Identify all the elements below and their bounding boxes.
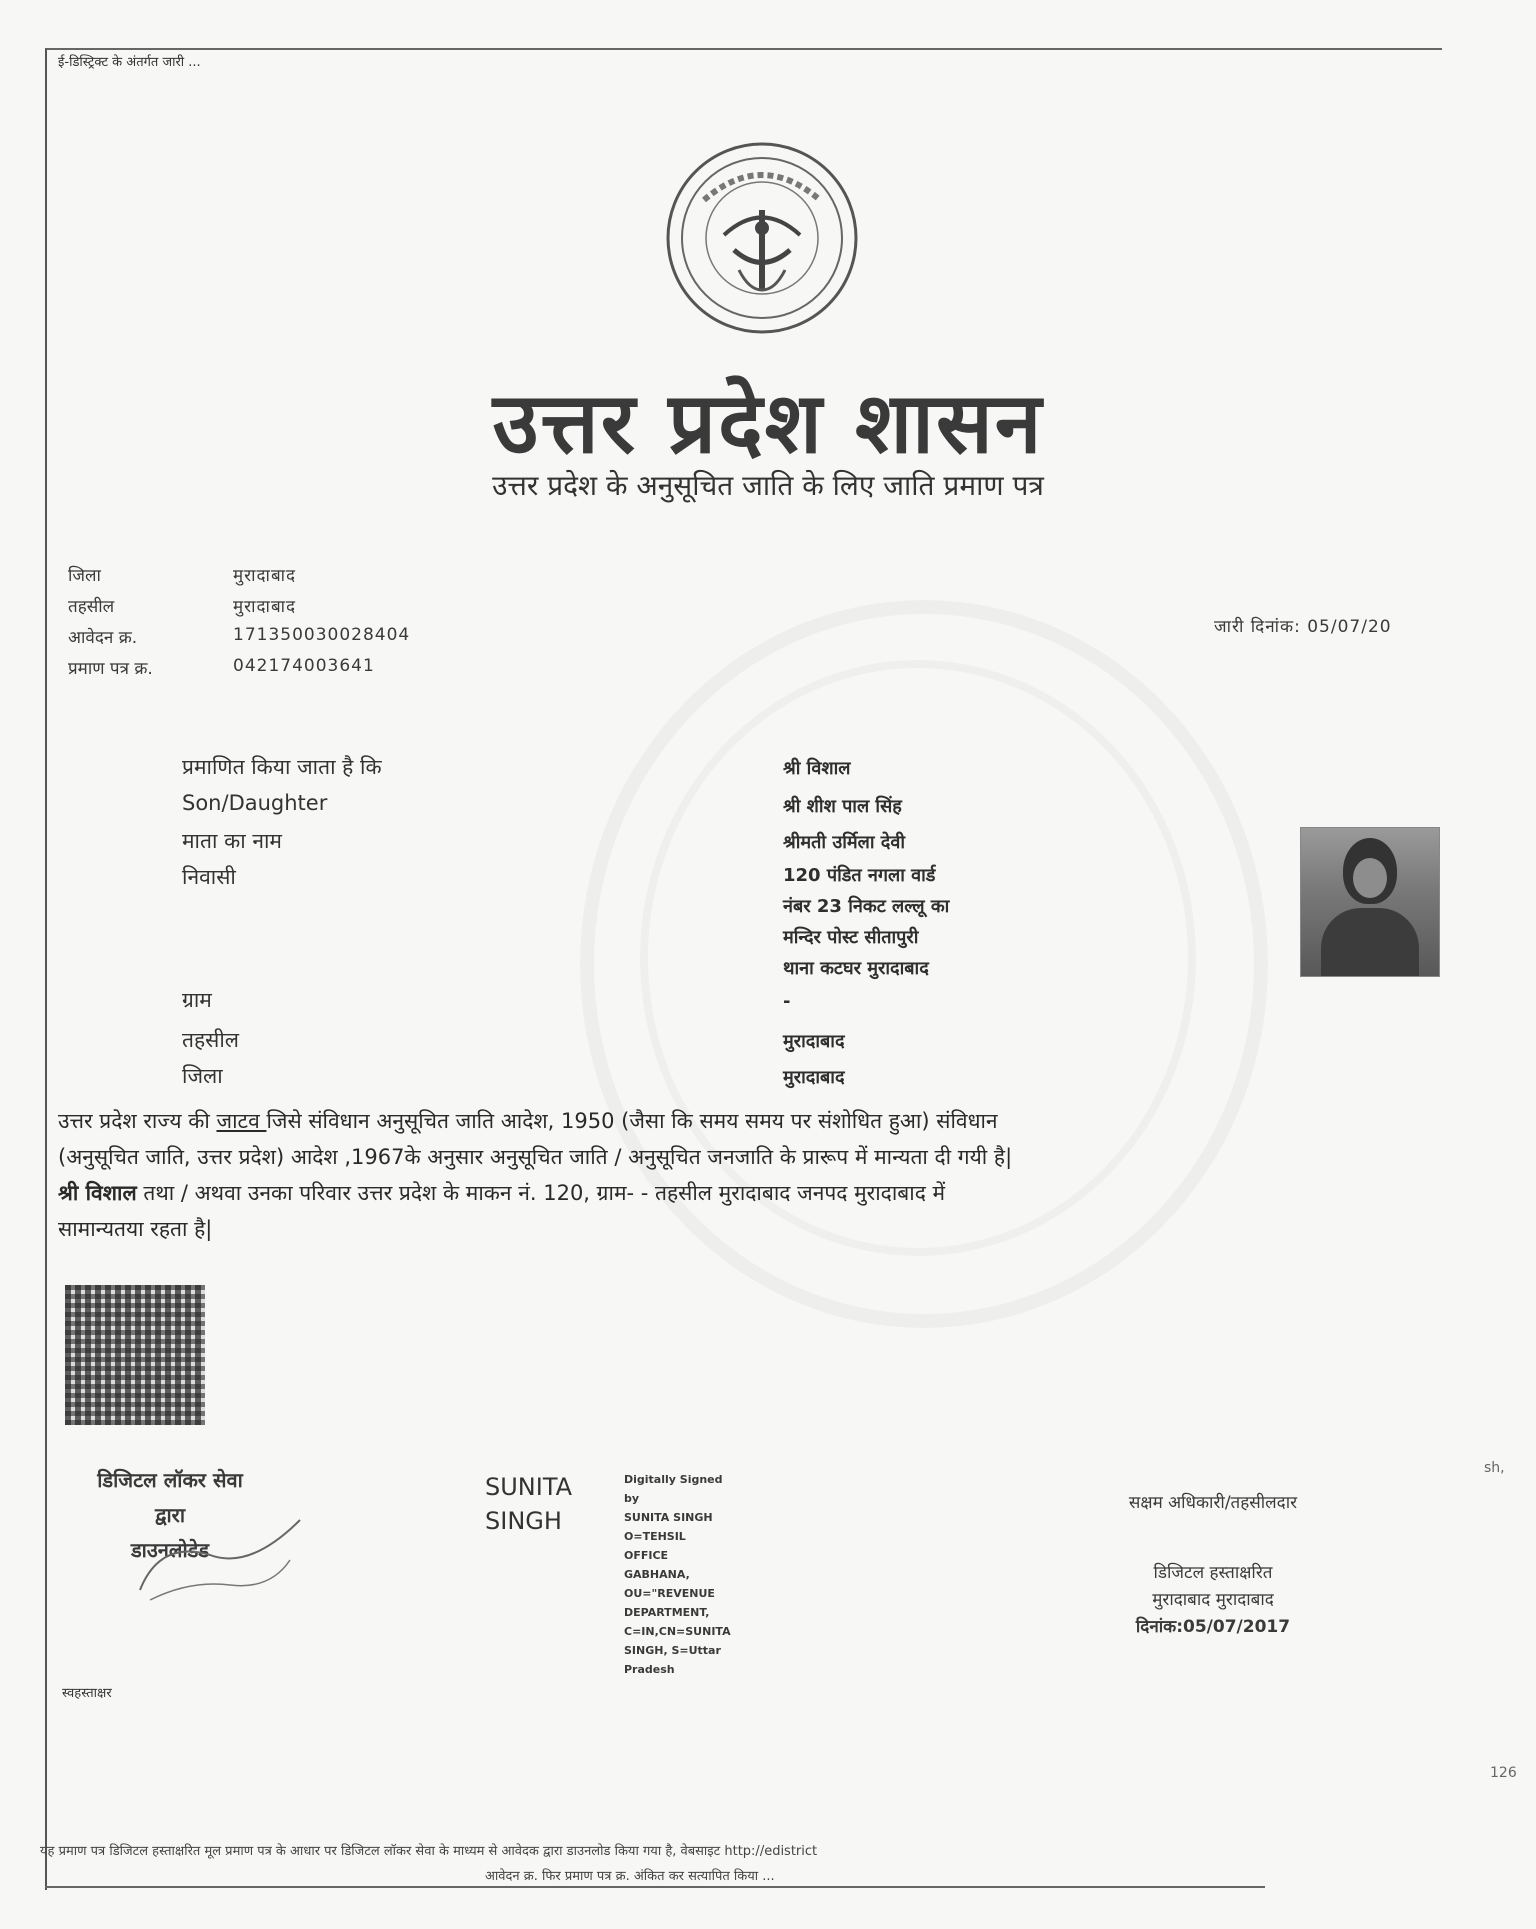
sig-detail-line: GABHANA, (624, 1568, 690, 1581)
signer-name-line1: SUNITA (485, 1473, 573, 1501)
qr-code-icon (65, 1285, 205, 1425)
document-border-bottom (45, 1886, 1265, 1888)
signer-name (485, 1470, 572, 1538)
application-number: 171350030028404 (233, 625, 411, 645)
certificate-body (58, 1103, 1448, 1247)
mother-label: माता का नाम (182, 829, 282, 853)
locker-line1: डिजिटल लॉकर सेवा (97, 1468, 243, 1492)
application-label: आवेदन क्र. (68, 628, 138, 648)
up-govt-emblem-icon (664, 140, 860, 336)
field-district-value: मुरादाबाद (783, 1067, 845, 1088)
address-line: 120 पंडित नगला वार्ड (783, 865, 936, 886)
signer-name-line2: SINGH (485, 1507, 562, 1535)
sig-detail-line: OFFICE (624, 1549, 669, 1562)
mother-name: श्रीमती उर्मिला देवी (783, 832, 906, 853)
field-tehsil-label: तहसील (182, 1028, 239, 1052)
officer-signed: डिजिटल हस्ताक्षरित (1153, 1563, 1273, 1583)
body-line-2: (अनुसूचित जाति, उत्तर प्रदेश) आदेश ,1967के अनुसार अनुसूचित जाति / अनुसूचित जनजाति के प्रारूप में मान्यता दी गयी है| (58, 1145, 1013, 1169)
field-tehsil-value: मुरादाबाद (783, 1031, 845, 1052)
body-line-3 (58, 1175, 1448, 1211)
address-line: थाना कटघर मुरादाबाद (783, 958, 929, 979)
sig-detail-line: SINGH, S=Uttar (624, 1644, 721, 1657)
sig-detail-line: SUNITA SINGH (624, 1511, 713, 1524)
tehsil-label: तहसील (68, 597, 115, 617)
officer-place: मुरादाबाद मुरादाबाद (1152, 1590, 1274, 1610)
officer-date: दिनांक:05/07/2017 (1135, 1617, 1291, 1637)
certificate-subtitle: उत्तर प्रदेश के अनुसूचित जाति के लिए जाति प्रमाण पत्र (492, 469, 1044, 502)
footer-note-2: आवेदन क्र. फिर प्रमाण पत्र क्र. अंकित कर सत्यापित किया ... (485, 1869, 775, 1884)
district-value: मुरादाबाद (233, 566, 297, 586)
officer-signature-block (1098, 1560, 1328, 1641)
self-signature-label: स्वहस्ताक्षर (62, 1686, 112, 1701)
sig-detail-line: OU="REVENUE (624, 1587, 715, 1600)
certificate-label: प्रमाण पत्र क्र. (68, 659, 153, 679)
tehsil-value: मुरादाबाद (233, 597, 297, 617)
village-value: - (783, 991, 791, 1012)
edge-text: 126 (1490, 1765, 1517, 1781)
resident-address (783, 860, 949, 984)
son-daughter-label: Son/Daughter (182, 791, 328, 815)
field-district-label: जिला (182, 1064, 223, 1088)
body-line1-suffix: जिसे संविधान अनुसूचित जाति आदेश, 1950 (जैसा कि समय समय पर संशोधित हुआ) संविधान (266, 1109, 998, 1133)
body-line-1 (58, 1103, 1448, 1139)
address-line: मन्दिर पोस्ट सीतापुरी (783, 927, 919, 948)
locker-signature-scribble (130, 1500, 310, 1610)
certified-label: प्रमाणित किया जाता है कि (182, 755, 382, 779)
address-line: नंबर 23 निकट लल्लू का (783, 896, 950, 917)
caste-name: जाटव (216, 1109, 267, 1133)
sig-detail-line: by (624, 1492, 640, 1505)
certified-name: श्री विशाल (783, 758, 851, 779)
resident-label: निवासी (182, 865, 236, 889)
locker-line2: द्वारा (154, 1503, 186, 1527)
issued-under-note: ई-डिस्ट्रिक्ट के अंतर्गत जारी ... (58, 55, 201, 70)
sig-detail-line: O=TEHSIL (624, 1530, 686, 1543)
issue-date: जारी दिनांक: 05/07/20 (1214, 617, 1392, 637)
applicant-photo (1300, 827, 1440, 977)
parent-name: श्री शीश पाल सिंह (783, 796, 902, 817)
edge-text: sh, (1484, 1460, 1505, 1476)
page-title: उत्तर प्रदेश शासन (492, 373, 1044, 472)
body-line-4: सामान्यतया रहता है| (58, 1217, 213, 1241)
locker-line3: डाउनलोडेड (130, 1538, 210, 1562)
sig-detail-line: C=IN,CN=SUNITA (624, 1625, 731, 1638)
officer-title: सक्षम अधिकारी/तहसीलदार (1128, 1493, 1298, 1513)
body-line1-prefix: उत्तर प्रदेश राज्य की (58, 1109, 217, 1133)
village-label: ग्राम (182, 988, 212, 1012)
certificate-number: 042174003641 (233, 656, 375, 676)
district-label: जिला (68, 566, 101, 586)
body-applicant-name: श्री विशाल (58, 1181, 137, 1205)
digital-signature-details (624, 1470, 804, 1679)
sig-detail-line: DEPARTMENT, (624, 1606, 710, 1619)
sig-detail-line: Digitally Signed (624, 1473, 723, 1486)
sig-detail-line: Pradesh (624, 1663, 675, 1676)
footer-note: यह प्रमाण पत्र डिजिटल हस्ताक्षरित मूल प्रमाण पत्र के आधार पर डिजिटल लॉकर सेवा के माध्यम से आवेदक द्वारा डाउनलोड किया गया है, वेबसाइट http://edistrict (40, 1844, 818, 1859)
body-line3-rest: तथा / अथवा उनका परिवार उत्तर प्रदेश के माकन नं. 120, ग्राम- - तहसील मुरादाबाद जनपद मुरादाबाद में (136, 1181, 946, 1205)
